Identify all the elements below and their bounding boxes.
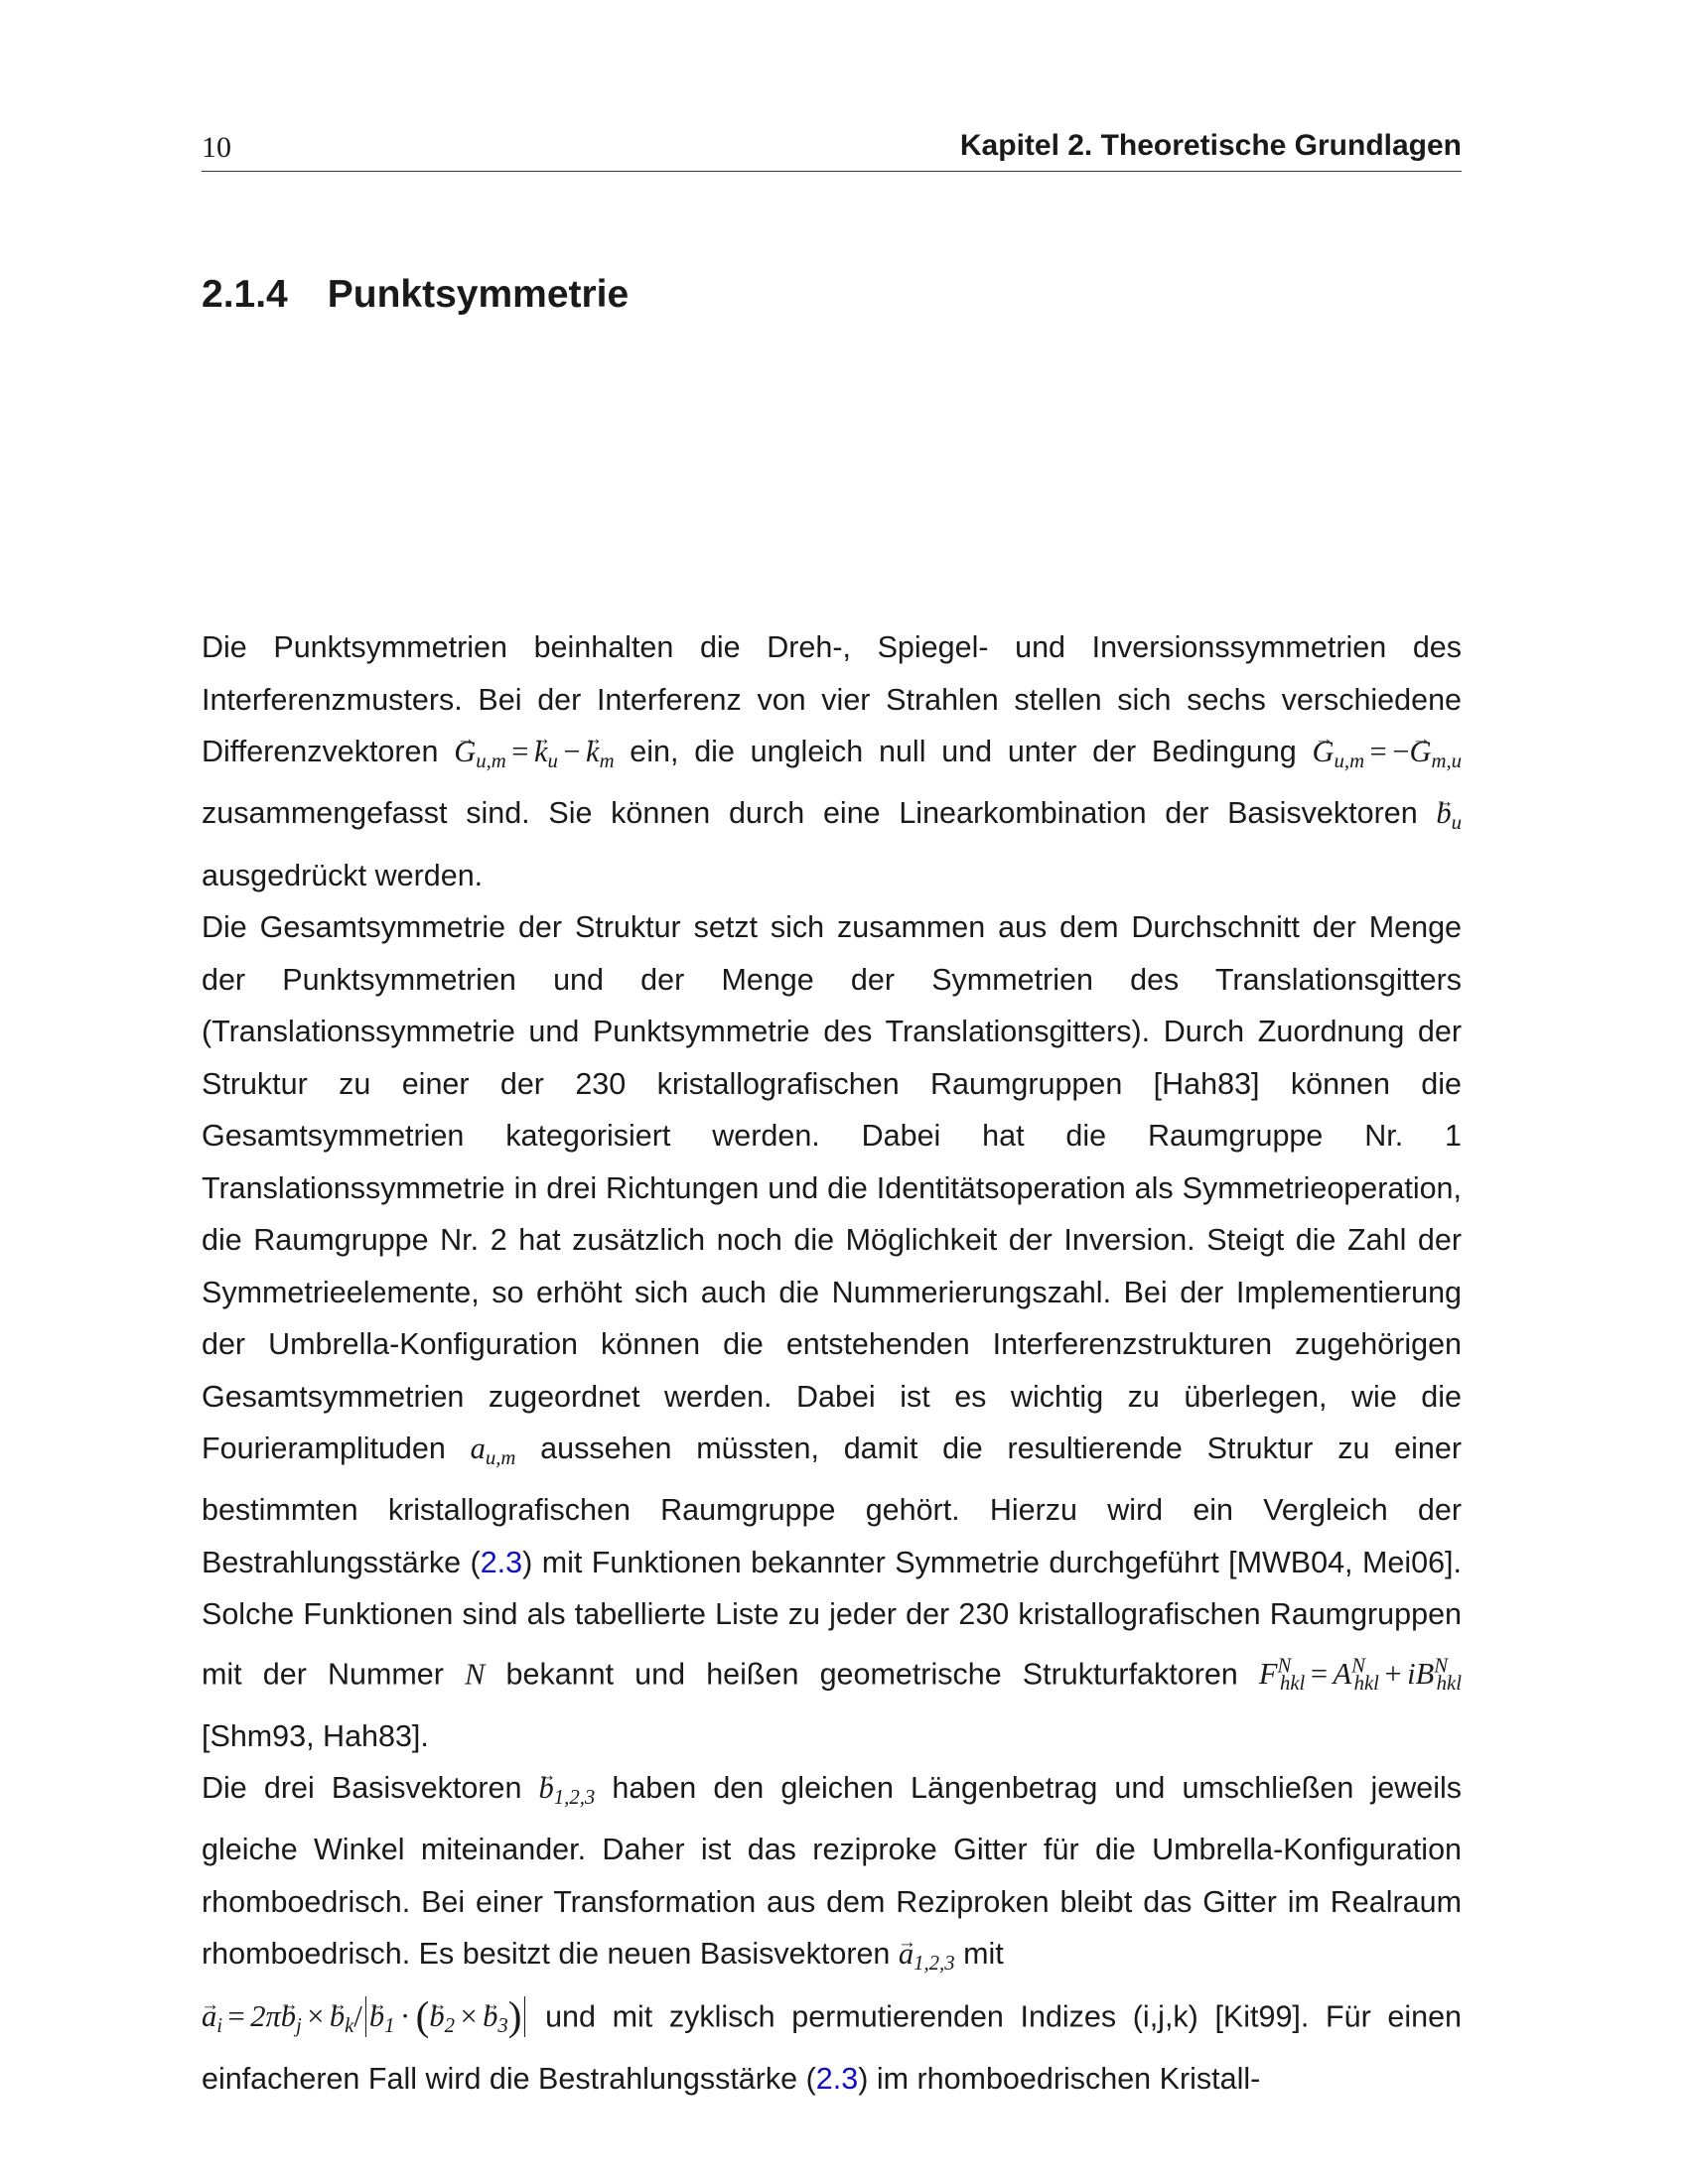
equation-reference-link[interactable]: 2.3 [815, 2061, 859, 2096]
math-basis-vectors-a [898, 1937, 955, 1976]
section-title: Punktsymmetrie [327, 273, 630, 316]
paren-left: ( [415, 1992, 430, 2039]
paragraph-basis-vectors [202, 1762, 1462, 2105]
vector-b: → b [539, 1762, 554, 1815]
subscript: u,m [485, 1446, 516, 1469]
vector-G: → G [1313, 726, 1335, 778]
operator: / [353, 1999, 362, 2034]
operator: + [1384, 1657, 1402, 1692]
abs-bar-right [524, 1996, 525, 2037]
subscript: m,u [1431, 750, 1462, 772]
subscript: k [345, 2015, 354, 2038]
text-run: ausgedrückt werden. [202, 858, 484, 892]
operator: × [460, 1999, 478, 2034]
subscript: hkl [1279, 1673, 1306, 1696]
text-run: zusammengefasst sind. Sie können durch eine Linearkombination der Basisvektoren [202, 796, 1437, 831]
running-head: Kapitel 2. Theoretische Grundlagen [959, 129, 1462, 162]
subscript: 1,2,3 [914, 1953, 955, 1976]
symbol-a: a [470, 1432, 486, 1466]
paragraph-total-symmetry [202, 901, 1462, 1762]
subscript: j [295, 2015, 302, 2038]
section-number: 2.1.4 [202, 273, 288, 316]
subscript: u,m [476, 750, 506, 772]
subscript: hkl [1353, 1673, 1379, 1696]
section-heading [202, 273, 629, 317]
vector-a: → a [899, 1928, 914, 1980]
text-run: aussehen müssten, damit die resultierende Struktur zu einer bestimmten kristallografischen Raumgruppe gehört. Hierzu wird ein Vergleich der Bestrahlungsstärke ( [202, 1432, 1462, 1579]
vector-b: → b [369, 1990, 384, 2043]
operator: − [1392, 735, 1410, 768]
subscript: 1 [384, 2015, 395, 2038]
vector-b: → b [1436, 787, 1451, 840]
vector-k: → k [534, 726, 548, 778]
symbol-B: B [1415, 1657, 1435, 1692]
superscript: N [1434, 1655, 1449, 1678]
symbol-F: F [1258, 1657, 1278, 1692]
superscript: N [1351, 1655, 1365, 1678]
text-run: Die Gesamtsymmetrie der Struktur setzt sich zusammen aus dem Durchschnitt der Menge der Punktsymmetrien und der Menge der Symmetrien des Translationsgitters (Translationssymmetrie und Punktsymmetrie des Translationsgitters). Durch Zuordnung der Struktur zu einer der 230 kristallografischen Raumgruppen [Hah83] können die Gesamtsymmetrien kategorisiert werden. Dabei hat die Raumgruppe Nr. 1 Translationssymmetrie in drei Richtungen und die Identitätsoperation als Symmetrieoperation, die Raumgruppe Nr. 2 hat zusätzlich noch die Möglichkeit der Inversion. Steigt die Zahl der Symmetrieelemente, so erhöht sich auch die Nummerierungszahl. Bei der Implementierung der Umbrella-Konfiguration können die entstehenden Interferenzstrukturen zugehörigen Gesamtsymmetrien zugeordnet werden. Dabei ist es wichtig zu überlegen, wie die Fourieramplituden [202, 910, 1462, 1466]
math-structure-factor [1258, 1655, 1462, 1696]
vector-G: → G [454, 726, 476, 778]
math-basis-vector [1436, 796, 1462, 835]
page-number: 10 [202, 131, 231, 164]
math-basis-vectors-b [538, 1771, 596, 1809]
subscript: u [1451, 812, 1462, 835]
text-run: Die drei Basisvektoren [202, 1771, 539, 1806]
subscript: 2 [444, 2015, 455, 2038]
symbol-A: A [1333, 1657, 1352, 1692]
text-run: und mit zyklisch permutierenden Indizes (i,j,k) [Kit99]. Für einen einfacheren Fall wird die Bestrahlungsstärke ( [202, 1999, 1462, 2096]
operator: = [227, 1999, 245, 2034]
operator: = [1310, 1657, 1329, 1692]
math-number-N: N [465, 1657, 486, 1692]
operator: × [307, 1999, 325, 2034]
subscript: m [599, 750, 615, 772]
body-text [202, 621, 1462, 2105]
operator: = [511, 735, 529, 768]
operator: − [563, 735, 581, 768]
text-run: bekannt und heißen geometrische Strukturfaktoren [485, 1657, 1259, 1692]
paragraph-point-symmetry [202, 621, 1462, 901]
text-run: ) mit Funktionen bekannter Symmetrie durchgeführt [MWB04, Mei06]. Solche Funktionen sind als tabellierte Liste zu jeder der 230 kristallografischen Raumgruppen mit der Nummer [202, 1545, 1462, 1692]
text-run: mit [954, 1937, 1004, 1972]
math-difference-vector [454, 735, 615, 772]
vector-a: → a [202, 1990, 216, 2043]
text-run: ) im rhomboedrischen Kristall- [858, 2061, 1261, 2096]
vector-b: → b [330, 1990, 345, 2043]
symbol-i: i [1407, 1657, 1416, 1692]
vector-b: → b [281, 1990, 296, 2043]
vector-G: → G [1409, 726, 1431, 778]
superscript: N [1277, 1655, 1292, 1678]
vector-k: → k [586, 726, 600, 778]
symbol-two-pi: 2π [250, 1999, 281, 2034]
math-fourier-amplitude [470, 1432, 516, 1469]
subscript: i [216, 2015, 223, 2038]
operator: · [399, 1999, 411, 2034]
subscript: u [547, 750, 558, 772]
vector-b: → b [483, 1990, 497, 2043]
subscript: hkl [1436, 1673, 1462, 1696]
text-run: Die Punktsymmetrien beinhalten die Dreh-, Spiegel- und Inversionssymmetrien des Interferenzmusters. Bei der Interferenz von vier Strahlen stellen sich sechs verschiedene Differenzvektoren [202, 630, 1462, 768]
subscript: 1,2,3 [553, 1786, 596, 1809]
math-real-space-formula [202, 1992, 528, 2039]
subscript: 3 [497, 2015, 508, 2038]
header-rule [202, 171, 1462, 172]
abs-bar-left [365, 1996, 366, 2037]
text-run: ein, die ungleich null und unter der Bedingung [614, 735, 1313, 768]
text-run: haben den gleichen Längenbetrag und umschließen jeweils gleiche Winkel miteinander. Daher ist das reziproke Gitter für die Umbrella-Konfiguration rhomboedrisch. Bei einer Transformation aus dem Reziproken bleibt das Gitter im Realraum rhomboedrisch. Es besitzt die neuen Basisvektoren [202, 1771, 1462, 1972]
math-condition [1312, 735, 1463, 772]
equation-reference-link[interactable]: 2.3 [480, 1545, 523, 1579]
operator: = [1369, 735, 1387, 768]
text-run: [Shm93, Hah83]. [202, 1718, 429, 1753]
vector-b: → b [429, 1990, 444, 2043]
subscript: u,m [1334, 750, 1365, 772]
paren-right: ) [507, 1992, 522, 2039]
